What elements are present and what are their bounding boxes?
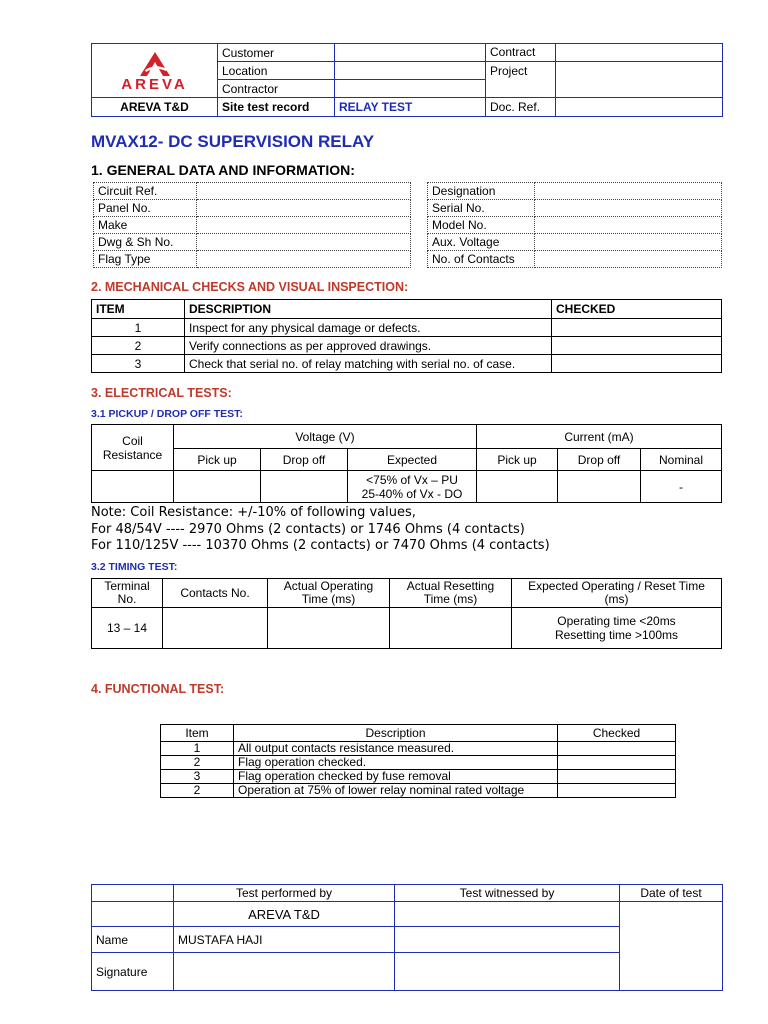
voltage-dropoff-value[interactable] <box>261 471 348 503</box>
voltage-pickup-header: Pick up <box>174 449 261 471</box>
performed-signature[interactable] <box>174 953 395 991</box>
pickup-dropoff-table <box>91 424 722 503</box>
mech-checked-cell[interactable] <box>552 319 722 337</box>
no-of-contacts-value[interactable] <box>535 251 722 268</box>
func-checked-cell[interactable] <box>558 784 676 798</box>
signature-label: Signature <box>92 953 174 991</box>
project-value[interactable] <box>556 62 723 98</box>
general-data-left <box>93 182 411 268</box>
aux-voltage-label: Aux. Voltage <box>428 234 535 251</box>
section3-heading: 3. ELECTRICAL TESTS: <box>91 386 232 400</box>
location-value[interactable] <box>335 62 486 80</box>
expected-operating-time: Operating time <20ms <box>557 614 676 628</box>
flag-type-label: Flag Type <box>94 251 197 268</box>
project-label: Project <box>486 62 556 98</box>
timing-operating-value[interactable] <box>268 608 390 649</box>
contract-label: Contract <box>486 44 556 62</box>
aux-voltage-value[interactable] <box>535 234 722 251</box>
location-label: Location <box>218 62 335 80</box>
doc-ref-value[interactable] <box>556 98 723 117</box>
coil-note-line: For 48/54V ---- 2970 Ohms (2 contacts) or 1746 Ohms (4 contacts) <box>91 521 525 537</box>
model-no-label: Model No. <box>428 217 535 234</box>
timing-col-operating: Actual Operating Time (ms) <box>268 579 390 608</box>
mech-checked-cell[interactable] <box>552 337 722 355</box>
contractor-label: Contractor <box>218 80 335 98</box>
mech-item: 1 <box>92 319 185 337</box>
current-nominal-value: - <box>641 471 722 503</box>
logo-text: AREVA <box>121 75 188 93</box>
mech-item: 3 <box>92 355 185 373</box>
mech-checked-cell[interactable] <box>552 355 722 373</box>
designation-value[interactable] <box>535 183 722 200</box>
logo-cell <box>92 44 218 98</box>
section1-heading: 1. GENERAL DATA AND INFORMATION: <box>91 162 355 178</box>
dwg-sh-no-value[interactable] <box>197 234 411 251</box>
table-row <box>161 770 676 784</box>
date-of-test-header: Date of test <box>620 885 723 902</box>
record-label: Site test record <box>218 98 335 117</box>
voltage-pickup-value[interactable] <box>174 471 261 503</box>
header-table <box>91 43 723 117</box>
customer-value[interactable] <box>335 44 486 62</box>
serial-no-label: Serial No. <box>428 200 535 217</box>
section2-heading: 2. MECHANICAL CHECKS AND VISUAL INSPECTION: <box>91 280 409 294</box>
section4-heading: 4. FUNCTIONAL TEST: <box>91 682 225 696</box>
timing-col-resetting: Actual Resetting Time (ms) <box>390 579 512 608</box>
performed-company: AREVA T&D <box>174 902 395 927</box>
coil-resistance-value[interactable] <box>92 471 174 503</box>
timing-col-terminal: Terminal No. <box>92 579 163 608</box>
contractor-value[interactable] <box>335 80 486 98</box>
table-row <box>161 742 676 756</box>
func-desc: All output contacts resistance measured. <box>234 742 558 756</box>
witnessed-name[interactable] <box>395 927 620 953</box>
flag-type-value[interactable] <box>197 251 411 268</box>
func-col-checked: Checked <box>558 725 676 742</box>
table-row <box>161 784 676 798</box>
mech-desc: Verify connections as per approved drawings. <box>185 337 552 355</box>
mech-item: 2 <box>92 337 185 355</box>
serial-no-value[interactable] <box>535 200 722 217</box>
table-row <box>92 337 722 355</box>
no-of-contacts-label: No. of Contacts <box>428 251 535 268</box>
doc-ref-label: Doc. Ref. <box>486 98 556 117</box>
date-of-test-value[interactable] <box>620 902 723 991</box>
page-title: MVAX12- DC SUPERVISION RELAY <box>91 132 375 151</box>
mech-desc: Inspect for any physical damage or defects. <box>185 319 552 337</box>
panel-no-value[interactable] <box>197 200 411 217</box>
mech-col-desc: DESCRIPTION <box>185 300 552 319</box>
panel-no-label: Panel No. <box>94 200 197 217</box>
general-data-right <box>427 182 722 268</box>
mech-col-checked: CHECKED <box>552 300 722 319</box>
timing-expected-value <box>512 608 722 649</box>
coil-note-line: For 110/125V ---- 10370 Ohms (2 contacts) or 7470 Ohms (4 contacts) <box>91 538 550 553</box>
mechanical-checks-table <box>91 299 722 373</box>
coil-resistance-header: Coil Resistance <box>92 425 174 471</box>
func-checked-cell[interactable] <box>558 770 676 784</box>
model-no-value[interactable] <box>535 217 722 234</box>
record-value: RELAY TEST <box>335 98 486 117</box>
name-label: Name <box>92 927 174 953</box>
voltage-dropoff-header: Drop off <box>261 449 348 471</box>
mech-desc: Check that serial no. of relay matching with serial no. of case. <box>185 355 552 373</box>
timing-table <box>91 578 722 649</box>
current-pickup-header: Pick up <box>477 449 558 471</box>
voltage-header: Voltage (V) <box>174 425 477 449</box>
performed-name: MUSTAFA HAJI <box>174 927 395 953</box>
designation-label: Designation <box>428 183 535 200</box>
coil-note-line: Note: Coil Resistance: +/-10% of following values, <box>91 505 416 520</box>
functional-test-table <box>160 724 676 798</box>
expected-pu: <75% of Vx – PU <box>366 472 458 487</box>
dwg-sh-no-label: Dwg & Sh No. <box>94 234 197 251</box>
func-desc: Flag operation checked by fuse removal <box>234 770 558 784</box>
func-col-item: Item <box>161 725 234 742</box>
func-item: 1 <box>161 742 234 756</box>
voltage-expected-header: Expected <box>348 449 477 471</box>
timing-terminal-value: 13 – 14 <box>92 608 163 649</box>
current-dropoff-header: Drop off <box>558 449 641 471</box>
table-row <box>161 756 676 770</box>
brand-label: AREVA T&D <box>92 98 218 117</box>
coil-notes <box>91 505 550 555</box>
signoff-blank <box>92 885 174 902</box>
performed-by-header: Test performed by <box>174 885 395 902</box>
current-nominal-header: Nominal <box>641 449 722 471</box>
section3-1-heading: 3.1 PICKUP / DROP OFF TEST: <box>91 408 243 420</box>
make-label: Make <box>94 217 197 234</box>
timing-col-contacts: Contacts No. <box>163 579 268 608</box>
customer-label: Customer <box>218 44 335 62</box>
section3-2-heading: 3.2 TIMING TEST: <box>91 561 178 573</box>
expected-resetting-time: Resetting time >100ms <box>554 628 679 642</box>
expected-do: 25-40% of Vx - DO <box>361 486 463 501</box>
func-item: 2 <box>161 784 234 798</box>
areva-logo-icon <box>137 51 173 77</box>
witnessed-by-header: Test witnessed by <box>395 885 620 902</box>
func-col-desc: Description <box>234 725 558 742</box>
circuit-ref-label: Circuit Ref. <box>94 183 197 200</box>
current-dropoff-value[interactable] <box>558 471 641 503</box>
func-desc: Operation at 75% of lower relay nominal rated voltage <box>234 784 558 798</box>
func-desc: Flag operation checked. <box>234 756 558 770</box>
timing-contacts-value[interactable] <box>163 608 268 649</box>
table-row <box>92 319 722 337</box>
timing-col-expected: Expected Operating / Reset Time (ms) <box>512 579 722 608</box>
mech-col-item: ITEM <box>92 300 185 319</box>
contract-value[interactable] <box>556 44 723 62</box>
func-item: 3 <box>161 770 234 784</box>
func-checked-cell[interactable] <box>558 742 676 756</box>
voltage-expected-value <box>348 471 477 503</box>
make-value[interactable] <box>197 217 411 234</box>
circuit-ref-value[interactable] <box>197 183 411 200</box>
witnessed-signature[interactable] <box>395 953 620 991</box>
witnessed-company[interactable] <box>395 902 620 927</box>
current-pickup-value[interactable] <box>477 471 558 503</box>
signoff-table <box>91 884 723 991</box>
timing-resetting-value[interactable] <box>390 608 512 649</box>
func-checked-cell[interactable] <box>558 756 676 770</box>
company-row-label <box>92 902 174 927</box>
func-item: 2 <box>161 756 234 770</box>
current-header: Current (mA) <box>477 425 722 449</box>
table-row <box>92 355 722 373</box>
